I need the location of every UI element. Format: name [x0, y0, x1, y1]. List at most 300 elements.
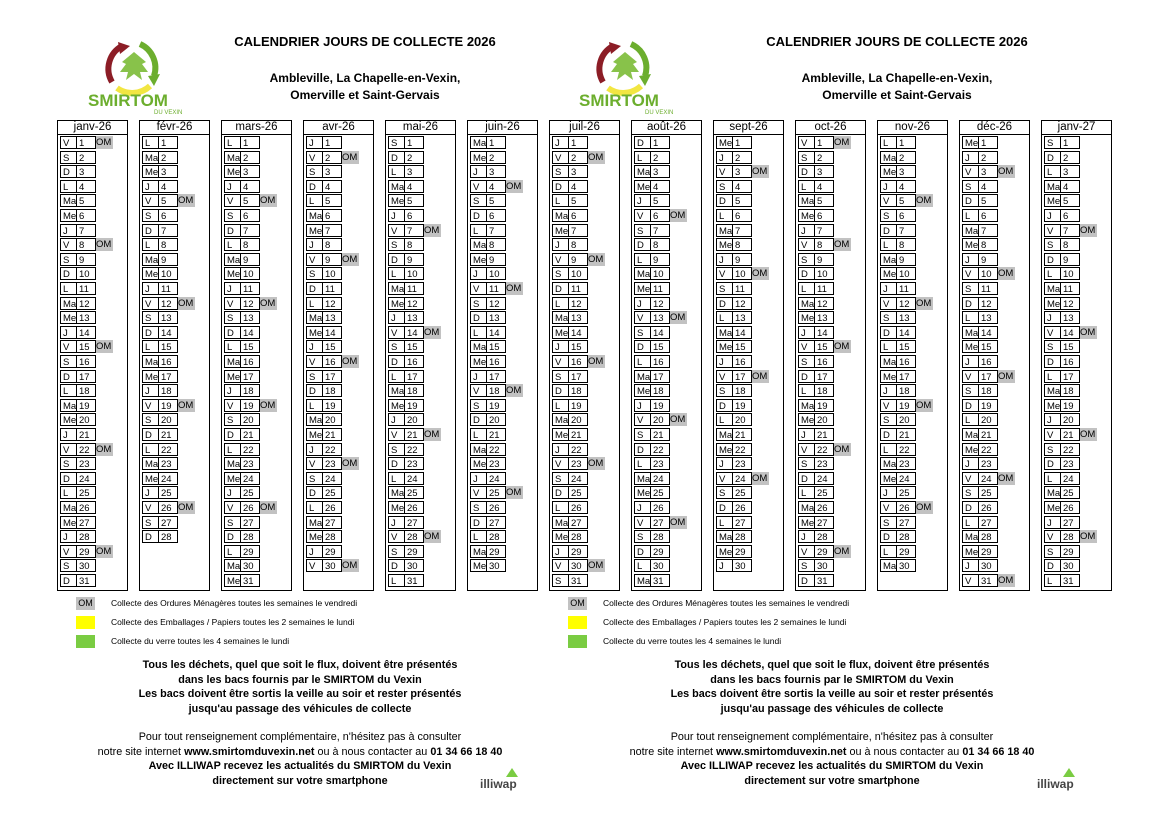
day-number: 28 — [650, 530, 670, 543]
day-number: 2 — [486, 151, 506, 164]
weekday: L — [306, 297, 322, 310]
day-number: 19 — [978, 399, 998, 412]
day-row — [142, 136, 209, 150]
weekday: Ma — [142, 151, 158, 164]
day-row — [962, 559, 1029, 573]
day-row — [1044, 136, 1111, 150]
day-number: 27 — [76, 516, 96, 529]
day-number: 7 — [240, 224, 260, 237]
day-number: 22 — [732, 443, 752, 456]
day-row — [552, 224, 619, 238]
contact-line4: directement sur votre smartphone — [212, 774, 388, 787]
day-row — [388, 516, 455, 530]
month-header: mai-26 — [386, 121, 455, 135]
day-number: 23 — [322, 457, 342, 470]
day-row — [1044, 516, 1111, 530]
day-row — [388, 443, 455, 457]
weekday: V — [880, 297, 896, 310]
day-number: 27 — [404, 516, 424, 529]
weekday: V — [224, 501, 240, 514]
day-number: 16 — [240, 355, 260, 368]
day-number: 4 — [896, 180, 916, 193]
day-number: 7 — [158, 224, 178, 237]
day-row — [634, 574, 701, 588]
day-row — [798, 136, 865, 150]
om-marker: OM — [588, 356, 604, 367]
weekday: V — [552, 457, 568, 470]
weekday: D — [634, 340, 650, 353]
day-row — [306, 238, 373, 252]
weekday: S — [470, 297, 486, 310]
day-number: 17 — [896, 370, 916, 383]
weekday: J — [880, 180, 896, 193]
weekday: Me — [388, 399, 404, 412]
day-row — [142, 267, 209, 281]
day-row — [962, 545, 1029, 559]
day-number: 27 — [732, 516, 752, 529]
day-number: 27 — [814, 516, 834, 529]
weekday: Me — [470, 151, 486, 164]
day-number: 4 — [486, 180, 506, 193]
day-row — [1044, 238, 1111, 252]
day-number: 16 — [814, 355, 834, 368]
phone-number[interactable]: 01 34 66 18 40 — [962, 745, 1035, 758]
day-row — [716, 355, 783, 369]
day-number: 5 — [814, 194, 834, 207]
weekday: J — [388, 209, 404, 222]
weekday: Ma — [60, 501, 76, 514]
day-number: 20 — [568, 413, 588, 426]
website-link[interactable]: www.smirtomduvexin.net — [716, 745, 847, 758]
weekday: L — [552, 501, 568, 514]
day-row — [60, 267, 127, 281]
day-number: 31 — [814, 574, 834, 587]
contact-line2b: ou à nous contacter au — [314, 745, 431, 758]
day-number: 21 — [158, 428, 178, 441]
weekday: Me — [470, 355, 486, 368]
weekday: Me — [880, 370, 896, 383]
month-column — [1041, 120, 1112, 591]
weekday: V — [962, 165, 978, 178]
om-marker: OM — [1080, 224, 1096, 236]
day-number: 25 — [650, 486, 670, 499]
om-marker: OM — [506, 180, 522, 192]
day-number: 25 — [322, 486, 342, 499]
weekday: Me — [1044, 399, 1060, 412]
day-number: 30 — [1060, 559, 1080, 572]
day-number: 21 — [978, 428, 998, 441]
day-row — [880, 180, 947, 194]
day-number: 29 — [322, 545, 342, 558]
day-row — [880, 326, 947, 340]
day-number: 20 — [486, 413, 506, 426]
day-row — [634, 413, 701, 427]
weekday: L — [634, 253, 650, 266]
day-row — [306, 151, 373, 165]
day-number: 16 — [650, 355, 670, 368]
weekday: J — [1044, 516, 1060, 529]
weekday: J — [142, 180, 158, 193]
day-row — [60, 516, 127, 530]
day-number: 12 — [322, 297, 342, 310]
day-number: 18 — [322, 384, 342, 397]
weekday: Me — [962, 238, 978, 251]
day-row — [142, 311, 209, 325]
om-marker: OM — [96, 137, 112, 148]
weekday: Me — [224, 370, 240, 383]
day-number: 25 — [732, 486, 752, 499]
weekday: D — [798, 267, 814, 280]
weekday: Me — [962, 443, 978, 456]
day-number: 30 — [896, 559, 916, 572]
day-row — [224, 209, 291, 223]
day-number: 26 — [404, 501, 424, 514]
weekday: Ma — [388, 384, 404, 397]
day-number: 21 — [650, 428, 670, 441]
website-link[interactable]: www.smirtomduvexin.net — [184, 745, 315, 758]
day-number: 11 — [404, 282, 424, 295]
day-number: 9 — [158, 253, 178, 266]
legend-verre-swatch — [76, 635, 95, 648]
day-number: 18 — [650, 384, 670, 397]
day-row — [552, 355, 619, 369]
day-number: 10 — [896, 267, 916, 280]
phone-number[interactable]: 01 34 66 18 40 — [430, 745, 503, 758]
day-row — [880, 209, 947, 223]
day-number: 10 — [158, 267, 178, 280]
weekday: V — [306, 253, 322, 266]
day-row — [306, 326, 373, 340]
day-number: 3 — [322, 165, 342, 178]
day-number: 13 — [404, 311, 424, 324]
day-number: 31 — [240, 574, 260, 587]
day-number: 6 — [896, 209, 916, 222]
day-row — [470, 194, 537, 208]
notice-line2: dans les bacs fournis par le SMIRTOM du Vexin — [710, 673, 954, 686]
weekday: J — [224, 486, 240, 499]
om-marker: OM — [916, 195, 932, 207]
day-row — [716, 413, 783, 427]
day-row — [552, 282, 619, 296]
weekday: V — [142, 399, 158, 412]
day-number: 22 — [1060, 443, 1080, 456]
weekday: V — [962, 370, 978, 383]
om-marker: OM — [506, 283, 522, 294]
weekday: J — [880, 384, 896, 397]
month-header: juil-26 — [550, 121, 619, 135]
om-marker: OM — [670, 516, 686, 528]
day-number: 30 — [322, 559, 342, 572]
weekday: V — [798, 340, 814, 353]
weekday: D — [798, 574, 814, 587]
weekday: D — [60, 370, 76, 383]
day-number: 4 — [1060, 180, 1080, 193]
weekday: Ma — [798, 501, 814, 514]
om-marker: OM — [834, 137, 850, 148]
weekday: V — [880, 501, 896, 514]
day-number: 16 — [568, 355, 588, 368]
om-marker: OM — [178, 502, 194, 513]
weekday: J — [470, 472, 486, 485]
day-number: 5 — [486, 194, 506, 207]
weekday: V — [470, 384, 486, 397]
day-row — [306, 282, 373, 296]
weekday: L — [552, 399, 568, 412]
contact-line1: Pour tout renseignement complémentaire, n'hésitez pas à consulter — [670, 731, 994, 743]
day-row — [552, 267, 619, 281]
communes-line1: Ambleville, La Chapelle-en-Vexin, — [801, 71, 993, 85]
weekday: J — [224, 282, 240, 295]
day-number: 21 — [732, 428, 752, 441]
weekday: J — [60, 326, 76, 339]
weekday: Ma — [1044, 282, 1060, 295]
day-row — [798, 282, 865, 296]
weekday: Ma — [552, 209, 568, 222]
day-number: 27 — [650, 516, 670, 529]
om-marker: OM — [752, 472, 768, 484]
weekday: Me — [552, 428, 568, 441]
day-row — [306, 209, 373, 223]
day-row — [552, 428, 619, 442]
day-number: 23 — [814, 457, 834, 470]
om-marker: OM — [670, 210, 686, 221]
day-number: 10 — [76, 267, 96, 280]
day-number: 18 — [76, 384, 96, 397]
legend-emballages — [76, 616, 536, 630]
day-row — [798, 559, 865, 573]
weekday: Ma — [306, 311, 322, 324]
day-row — [798, 253, 865, 267]
day-number: 19 — [322, 399, 342, 412]
day-row — [880, 370, 947, 384]
day-number: 14 — [1060, 326, 1080, 339]
day-row — [306, 340, 373, 354]
day-number: 23 — [486, 457, 506, 470]
legend-emballages-text: Collecte des Emballages / Papiers toutes les 2 semaines le lundi — [111, 617, 355, 627]
om-marker: OM — [670, 414, 686, 426]
weekday: S — [142, 413, 158, 426]
day-row — [388, 238, 455, 252]
day-number: 26 — [158, 501, 178, 514]
day-number: 1 — [76, 136, 96, 149]
day-number: 24 — [486, 472, 506, 485]
day-row — [798, 297, 865, 311]
weekday: L — [142, 340, 158, 353]
day-number: 16 — [1060, 355, 1080, 368]
weekday: L — [962, 516, 978, 529]
day-row — [224, 370, 291, 384]
day-number: 6 — [158, 209, 178, 222]
day-row — [224, 355, 291, 369]
day-row — [60, 457, 127, 471]
weekday: D — [388, 559, 404, 572]
day-row — [142, 370, 209, 384]
day-row — [60, 253, 127, 267]
weekday: V — [552, 559, 568, 572]
day-row — [552, 194, 619, 208]
weekday: L — [880, 238, 896, 251]
weekday: S — [388, 443, 404, 456]
om-marker: OM — [588, 458, 604, 470]
weekday: Ma — [1044, 180, 1060, 193]
day-number: 13 — [650, 311, 670, 324]
notice-line1: Tous les déchets, quel que soit le flux, doivent être présentés — [142, 659, 458, 671]
weekday: J — [388, 516, 404, 529]
day-number: 25 — [814, 486, 834, 499]
weekday: L — [552, 194, 568, 207]
day-row — [962, 224, 1029, 238]
weekday: Ma — [224, 559, 240, 572]
weekday: D — [1044, 457, 1060, 470]
day-number: 1 — [896, 136, 916, 149]
day-number: 3 — [240, 165, 260, 178]
day-row — [60, 136, 127, 150]
weekday: Me — [224, 165, 240, 178]
day-number: 22 — [404, 443, 424, 456]
weekday: L — [60, 486, 76, 499]
weekday: D — [1044, 355, 1060, 368]
weekday: Me — [470, 253, 486, 266]
day-row — [716, 340, 783, 354]
day-row — [716, 311, 783, 325]
month-column — [877, 120, 948, 591]
weekday: S — [716, 180, 732, 193]
weekday: J — [306, 238, 322, 251]
weekday: L — [388, 267, 404, 280]
day-row — [552, 151, 619, 165]
day-number: 22 — [76, 443, 96, 456]
day-number: 27 — [978, 516, 998, 529]
weekday: J — [716, 355, 732, 368]
day-row — [388, 399, 455, 413]
weekday: Me — [306, 428, 322, 441]
day-number: 25 — [240, 486, 260, 499]
day-row — [306, 545, 373, 559]
weekday: Ma — [388, 282, 404, 295]
weekday: S — [470, 399, 486, 412]
day-row — [552, 413, 619, 427]
weekday: J — [716, 253, 732, 266]
weekday: Me — [962, 545, 978, 558]
day-number: 6 — [568, 209, 588, 222]
day-row — [306, 253, 373, 267]
day-number: 14 — [240, 326, 260, 339]
day-number: 11 — [896, 282, 916, 295]
day-number: 14 — [896, 326, 916, 339]
weekday: Me — [634, 384, 650, 397]
day-row — [306, 136, 373, 150]
weekday: Me — [962, 340, 978, 353]
day-number: 8 — [486, 238, 506, 251]
day-number: 2 — [568, 151, 588, 164]
day-row — [962, 238, 1029, 252]
weekday: Ma — [60, 194, 76, 207]
day-number: 19 — [896, 399, 916, 412]
day-number: 11 — [240, 282, 260, 295]
day-number: 16 — [486, 355, 506, 368]
notice-line3: Les bacs doivent être sortis la veille au soir et rester présentés — [670, 688, 994, 700]
weekday: D — [470, 516, 486, 529]
weekday: S — [552, 574, 568, 587]
weekday: S — [306, 370, 322, 383]
day-number: 7 — [486, 224, 506, 237]
weekday: S — [634, 530, 650, 543]
day-row — [224, 545, 291, 559]
weekday: S — [716, 384, 732, 397]
day-number: 15 — [76, 340, 96, 353]
weekday: S — [470, 501, 486, 514]
weekday: V — [388, 326, 404, 339]
weekday: D — [388, 253, 404, 266]
day-row — [60, 180, 127, 194]
day-row — [716, 370, 783, 384]
day-number: 5 — [76, 194, 96, 207]
day-row — [634, 443, 701, 457]
day-number: 24 — [322, 472, 342, 485]
weekday: S — [388, 545, 404, 558]
day-row — [962, 355, 1029, 369]
notice — [60, 658, 540, 716]
day-row — [716, 486, 783, 500]
weekday: D — [306, 180, 322, 193]
day-number: 6 — [650, 209, 670, 222]
day-row — [798, 413, 865, 427]
day-row — [224, 516, 291, 530]
weekday: D — [306, 282, 322, 295]
weekday: S — [634, 326, 650, 339]
legend-emballages-swatch — [568, 616, 587, 629]
day-row — [388, 267, 455, 281]
day-row — [60, 282, 127, 296]
day-number: 17 — [814, 370, 834, 383]
day-row — [470, 180, 537, 194]
communes — [712, 70, 1082, 104]
day-number: 1 — [1060, 136, 1080, 149]
day-row — [142, 399, 209, 413]
day-row — [962, 443, 1029, 457]
day-row — [552, 472, 619, 486]
day-row — [224, 151, 291, 165]
day-row — [224, 472, 291, 486]
day-number: 11 — [650, 282, 670, 295]
weekday: Ma — [716, 326, 732, 339]
day-row — [716, 180, 783, 194]
day-row — [962, 399, 1029, 413]
day-row — [470, 267, 537, 281]
day-row — [634, 559, 701, 573]
weekday: L — [224, 238, 240, 251]
day-row — [1044, 413, 1111, 427]
day-row — [716, 297, 783, 311]
day-row — [798, 151, 865, 165]
day-row — [388, 559, 455, 573]
day-row — [634, 253, 701, 267]
weekday: Ma — [224, 355, 240, 368]
day-row — [306, 428, 373, 442]
day-number: 4 — [322, 180, 342, 193]
om-marker: OM — [998, 166, 1014, 178]
month-column — [385, 120, 456, 591]
day-row — [470, 370, 537, 384]
day-row — [962, 297, 1029, 311]
day-row — [552, 530, 619, 544]
weekday: Me — [716, 340, 732, 353]
weekday: Ma — [798, 399, 814, 412]
day-number: 3 — [76, 165, 96, 178]
month-column — [221, 120, 292, 591]
day-row — [880, 136, 947, 150]
day-row — [142, 355, 209, 369]
